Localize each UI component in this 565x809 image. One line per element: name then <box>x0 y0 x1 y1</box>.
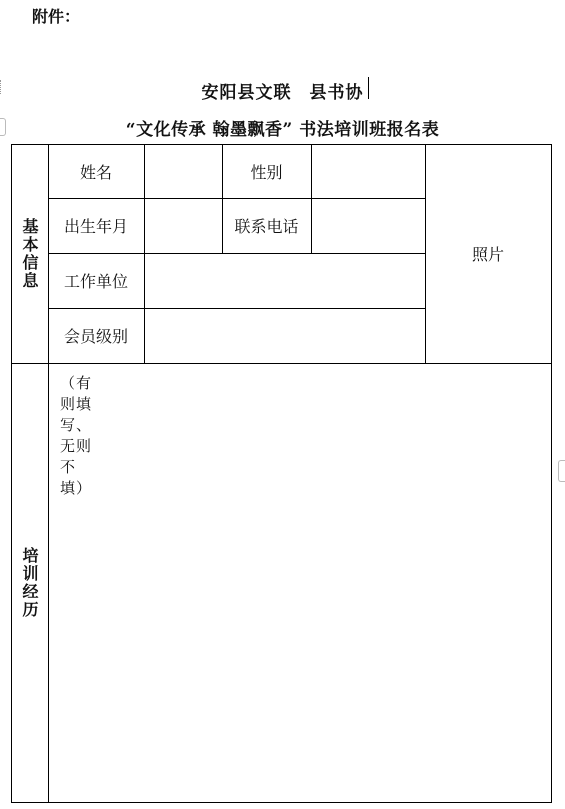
table-border-bottom <box>11 802 552 803</box>
photo-box[interactable] <box>425 144 551 363</box>
photo-label: 照片 <box>471 245 504 264</box>
training-note: （有则填写、无则不填） <box>60 374 93 497</box>
margin-bracket-right <box>558 460 565 482</box>
birth-label: 出生年月 <box>63 217 128 236</box>
gender-field[interactable] <box>311 144 425 198</box>
work-unit-label: 工作单位 <box>63 272 128 291</box>
gender-label: 性别 <box>250 162 283 182</box>
section-basic-info-label: 基本信息 <box>20 217 39 290</box>
attachment-label: 附件： <box>32 7 81 26</box>
member-level-label: 会员级别 <box>63 327 128 346</box>
section-training-label: 培训经历 <box>20 546 39 619</box>
training-history-field[interactable] <box>48 400 551 802</box>
birth-field[interactable] <box>144 198 222 253</box>
section-divider <box>11 363 552 364</box>
name-field[interactable] <box>144 144 222 198</box>
section-basic-info <box>11 144 48 363</box>
document-title-line-1: 安阳县文联 县书协 <box>201 83 364 103</box>
work-unit-field[interactable] <box>144 253 425 308</box>
member-level-field[interactable] <box>144 308 425 363</box>
phone-label: 联系电话 <box>234 217 299 236</box>
document-title-line-2: “文化传承 翰墨飘香” 书法培训班报名表 <box>125 120 440 140</box>
phone-field[interactable] <box>311 198 425 253</box>
name-label: 姓名 <box>79 162 112 182</box>
text-cursor <box>368 77 369 99</box>
table-border-right <box>551 144 552 803</box>
section-training <box>11 363 48 802</box>
